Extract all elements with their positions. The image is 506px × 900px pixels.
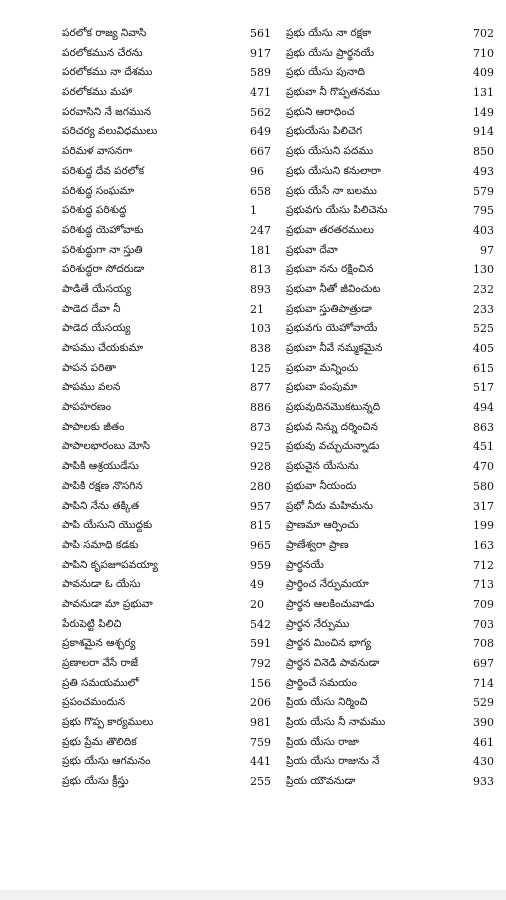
index-entry-page-number: 390 <box>473 716 494 730</box>
index-entry-title: ప్రభువా నీయందు <box>286 479 357 492</box>
index-entry-page-number: 493 <box>473 164 494 178</box>
index-entry-page-number: 893 <box>250 282 271 296</box>
index-entry-title: ప్రభువా నీ గొప్పతనము <box>286 86 380 99</box>
index-entry-page-number: 21 <box>250 302 264 316</box>
index-entry-title: ప్రభువా తరతరములు <box>286 223 374 236</box>
index-entry-title: ప్రభు యేసే నా బలము <box>286 184 377 197</box>
index-entry-title: ప్రార్థన వినెడి పావనుడా <box>286 657 380 669</box>
index-entry-title: పాపము వలన <box>62 381 121 394</box>
index-entry-title: ప్రభు యేసు నా రక్షకా <box>286 27 372 39</box>
index-entry-page-number: 877 <box>250 381 271 395</box>
index-entry-page-number: 658 <box>250 184 271 198</box>
index-entry-title: పరలోక రాజ్య నివాసి <box>62 27 147 39</box>
index-entry-page-number: 441 <box>250 755 271 769</box>
index-entry-page-number: 125 <box>250 361 271 375</box>
index-entry-title: ప్రార్థన మించిన భాగ్య <box>286 637 372 650</box>
index-entry-page-number: 163 <box>473 538 494 552</box>
index-entry-page-number: 917 <box>250 46 271 60</box>
index-entry-title: ప్రభు యేసు పునాది <box>286 66 365 79</box>
index-entry-title: ప్రభు ప్రేమ తొలిదిక <box>62 735 137 748</box>
index-entry-page-number: 529 <box>473 696 494 710</box>
index-entry-page-number: 255 <box>250 775 271 789</box>
index-entry-title: పాపాలకు జీతం <box>62 420 125 433</box>
index-entry-title: ప్రభువు వచ్చుచున్నాడు <box>286 440 380 453</box>
index-entry-title: ప్రపంచమందున <box>62 696 126 709</box>
index-entry-page-number: 886 <box>250 401 271 415</box>
index-entry-title: ప్రభువ నిన్ను దర్శించిన <box>286 420 378 433</box>
index-entry-title: పావనుడా మా ప్రభువా <box>62 597 153 610</box>
index-entry-page-number: 131 <box>473 86 494 100</box>
index-entry-page-number: 965 <box>250 538 271 552</box>
index-entry-page-number: 96 <box>250 164 264 178</box>
index-entry-page-number: 1 <box>250 204 257 218</box>
index-entry-title: పావనుడా ఓ యేసు <box>62 578 141 591</box>
index-entry-title: పరిమళ వాసనగా <box>62 145 133 158</box>
index-entry-page-number: 959 <box>250 558 271 572</box>
index-entry-title: ప్రభు యేసుని కనులారా <box>286 164 381 177</box>
index-entry-title: ప్రభువా దేవా <box>286 243 338 256</box>
index-entry-page-number: 759 <box>250 735 271 749</box>
index-entry-page-number: 206 <box>250 696 271 710</box>
right-title-column <box>286 24 462 792</box>
index-entry-title: పేరుపెట్టి పిలిచి <box>62 617 122 630</box>
index-entry-title: ప్రభుని ఆరాధించ <box>286 105 355 118</box>
index-entry-page-number: 813 <box>250 263 271 277</box>
index-entry-page-number: 409 <box>473 66 494 80</box>
index-entry-title: పరలోకమున చేరను <box>62 46 143 59</box>
index-entry-page-number: 697 <box>473 657 494 670</box>
index-entry-title: పరిశుద్ధుగా నా స్తుతి <box>62 243 143 256</box>
index-entry-title: ప్రభువా నను రక్షించిన <box>286 263 374 276</box>
index-entry-page-number: 792 <box>250 657 271 670</box>
index-entry-page-number: 815 <box>250 519 271 533</box>
index-entry-title: ప్రభు యేసు ప్రార్థనయే <box>286 46 375 59</box>
page-bottom-edge <box>0 890 506 900</box>
index-entry-page-number: 20 <box>250 597 264 611</box>
index-entry-title: పరలోకము నా దేశము <box>62 66 153 79</box>
index-entry-title: ప్రియ యేసు నిర్మించి <box>286 696 368 709</box>
index-entry-page-number: 430 <box>473 755 494 769</box>
index-entry-page-number: 863 <box>473 420 494 434</box>
index-entry-title: పాపిని కృపజూపవయ్యా <box>62 558 158 571</box>
index-entry-page-number: 542 <box>250 617 271 631</box>
index-entry-title: పాపహరణం <box>62 401 112 414</box>
index-entry-page-number: 561 <box>250 27 271 40</box>
right-page-number-column <box>462 24 500 792</box>
index-entry-page-number: 667 <box>250 145 271 159</box>
index-entry-title: పాపన పరితా <box>62 361 116 374</box>
index-entry-title: ప్రియ యౌవనుడా <box>286 775 356 788</box>
index-entry-title: పరిశుద్ధ పరిశుద్ధ <box>62 204 127 217</box>
index-entry-title: ప్రభు యేసుని పదము <box>286 145 374 158</box>
index-entry-page-number: 461 <box>473 735 494 749</box>
index-entry-title: పరిశుద్ధ సంఘమా <box>62 184 135 197</box>
index-entry-title: ప్రార్థన నేర్పుము <box>286 617 350 630</box>
index-entry-title: ప్రార్థించ నేర్పుమయా <box>286 578 369 591</box>
index-entry-title: ప్రాణేశ్వరా ప్రాణ <box>286 538 349 551</box>
index-entry-page-number: 562 <box>250 105 271 119</box>
index-entry-page-number: 232 <box>473 282 494 296</box>
index-entry-title: ప్రభువగు యేసు పిలిచెను <box>286 204 388 217</box>
index-entry-title: ప్రణాలరా వేసే రాజే <box>62 657 139 669</box>
index-entry-page-number: 795 <box>473 204 494 218</box>
index-entry-title: ప్రతి సమయములో <box>62 676 139 689</box>
index-entry-page-number: 709 <box>473 597 494 611</box>
index-entry-title: పరిశుద్ధ యెహోవాకు <box>62 223 144 236</box>
index-entry-title: ప్రియ యేసు రాజా <box>286 735 359 748</box>
index-entry-title: ప్రభో నీదు మహిమను <box>286 499 373 512</box>
index-entry-page-number: 130 <box>473 263 494 277</box>
index-entry-page-number: 703 <box>473 617 494 631</box>
index-entry-page-number: 405 <box>473 342 494 355</box>
index-entry-title: ప్రభుయేసు పిలిచెగ <box>286 125 363 138</box>
index-entry-page-number: 199 <box>473 519 494 533</box>
index-entry-title: పాపి యేసుని యొద్దకు <box>62 519 153 532</box>
index-entry-title: పాపికి రక్షణ నొసగిన <box>62 479 143 492</box>
index-entry-page-number: 403 <box>473 223 494 237</box>
index-entry-title: పాడెద దేవా నీ <box>62 302 121 315</box>
index-entry-page-number: 714 <box>473 676 494 690</box>
index-entry-title: ప్రభువుదినమొకటున్నది <box>286 401 381 414</box>
index-entry-page-number: 957 <box>250 499 271 513</box>
index-entry-title: ప్రార్థించే సమయం <box>286 676 357 689</box>
index-entry-title: ప్రభు గొప్ప కార్యములు <box>62 716 154 729</box>
index-entry-title: ప్రభువా స్తుతిపాత్రుడా <box>286 302 372 315</box>
index-entry-page-number: 981 <box>250 716 271 730</box>
index-entry-title: ప్రియ యేసు రాజును నే <box>286 755 380 768</box>
index-entry-page-number: 928 <box>250 460 271 474</box>
index-entry-title: ప్రభువా పంపుమా <box>286 381 358 394</box>
index-entry-page-number: 850 <box>473 145 494 159</box>
index-entry-title: ప్రభువైన యేసును <box>286 460 359 473</box>
index-entry-title: ప్రభువగు యెహోవాయే <box>286 322 378 335</box>
index-entry-title: ప్రభువా మన్నించు <box>286 361 359 374</box>
index-entry-page-number: 702 <box>473 27 494 40</box>
index-entry-page-number: 713 <box>473 578 494 592</box>
index-entry-page-number: 103 <box>250 322 271 336</box>
index-entry-title: ప్రార్థన ఆలకించువాడు <box>286 597 375 610</box>
index-entry-title: పాపికి ఆశ్రయుడేసు <box>62 460 139 473</box>
index-entry-page-number: 591 <box>250 637 271 651</box>
index-entry-page-number: 233 <box>473 302 494 316</box>
index-entry-title: పరిశుద్ధరా సోదరుడా <box>62 263 145 276</box>
index-entry-title: ప్రార్థనయే <box>286 558 324 571</box>
index-entry-page-number: 914 <box>473 125 494 139</box>
index-entry-title: పరలోకము మహా <box>62 86 133 99</box>
index-entry-page-number: 712 <box>473 558 494 572</box>
index-entry-title: పాడెద యేసయ్య <box>62 322 131 335</box>
index-entry-title: ప్రభువా నీతో జీవించుట <box>286 282 381 295</box>
index-entry-page-number: 589 <box>250 66 271 80</box>
index-entry-page-number: 149 <box>473 105 494 119</box>
left-page-number-column <box>250 24 288 792</box>
index-entry-page-number: 873 <box>250 420 271 434</box>
index-entry-title: ప్రకాశమైన ఆశ్చర్య <box>62 637 136 650</box>
index-entry-page-number: 280 <box>250 479 271 493</box>
index-entry-page-number: 317 <box>473 499 494 513</box>
index-entry-page-number: 708 <box>473 637 494 651</box>
index-entry-page-number: 925 <box>250 440 271 454</box>
index-entry-title: ప్రభు యేసు ఆగమనం <box>62 755 151 768</box>
index-entry-title: పరిశుద్ధ దేవ పరలోక <box>62 164 145 177</box>
index-entry-title: పరిచర్య వలువిధములు <box>62 125 158 138</box>
index-entry-page-number: 933 <box>473 775 494 789</box>
index-entry-title: ప్రియ యేసు నీ నామము <box>286 716 386 729</box>
index-entry-title: పాపాలభారంబు మోసి <box>62 440 150 453</box>
index-entry-page-number: 49 <box>250 578 264 592</box>
index-entry-page-number: 494 <box>473 401 494 415</box>
index-entry-page-number: 615 <box>473 361 494 375</box>
index-entry-title: పాపి సమాధి కడకు <box>62 538 139 551</box>
left-title-column <box>62 24 250 792</box>
index-entry-page-number: 451 <box>473 440 494 454</box>
index-entry-page-number: 838 <box>250 342 271 355</box>
index-entry-title: ప్రభు యేసు క్రీస్తు <box>62 775 129 788</box>
index-entry-page-number: 470 <box>473 460 494 474</box>
index-entry-page-number: 471 <box>250 86 271 100</box>
index-entry-page-number: 525 <box>473 322 494 336</box>
index-entry-title: ప్రాణమా ఆర్పించు <box>286 519 359 532</box>
index-entry-title: పాపిని నేను తక్కిత <box>62 499 140 512</box>
index-entry-page-number: 517 <box>473 381 494 395</box>
index-entry-page-number: 156 <box>250 676 271 690</box>
index-entry-page-number: 97 <box>480 243 494 257</box>
index-entry-title: పరవాసిని నే జగమున <box>62 105 152 118</box>
index-entry-title: పాడితే యేసయ్య <box>62 282 132 295</box>
index-entry-page-number: 649 <box>250 125 271 139</box>
index-entry-title: ప్రభువా నీవే నమ్మకమైన <box>286 342 383 354</box>
index-entry-page-number: 710 <box>473 46 494 60</box>
index-entry-page-number: 579 <box>473 184 494 198</box>
index-entry-title: పాపము చేయకుమా <box>62 342 144 354</box>
index-entry-page-number: 181 <box>250 243 271 257</box>
index-entry-page-number: 580 <box>473 479 494 493</box>
index-entry-page-number: 247 <box>250 223 271 237</box>
